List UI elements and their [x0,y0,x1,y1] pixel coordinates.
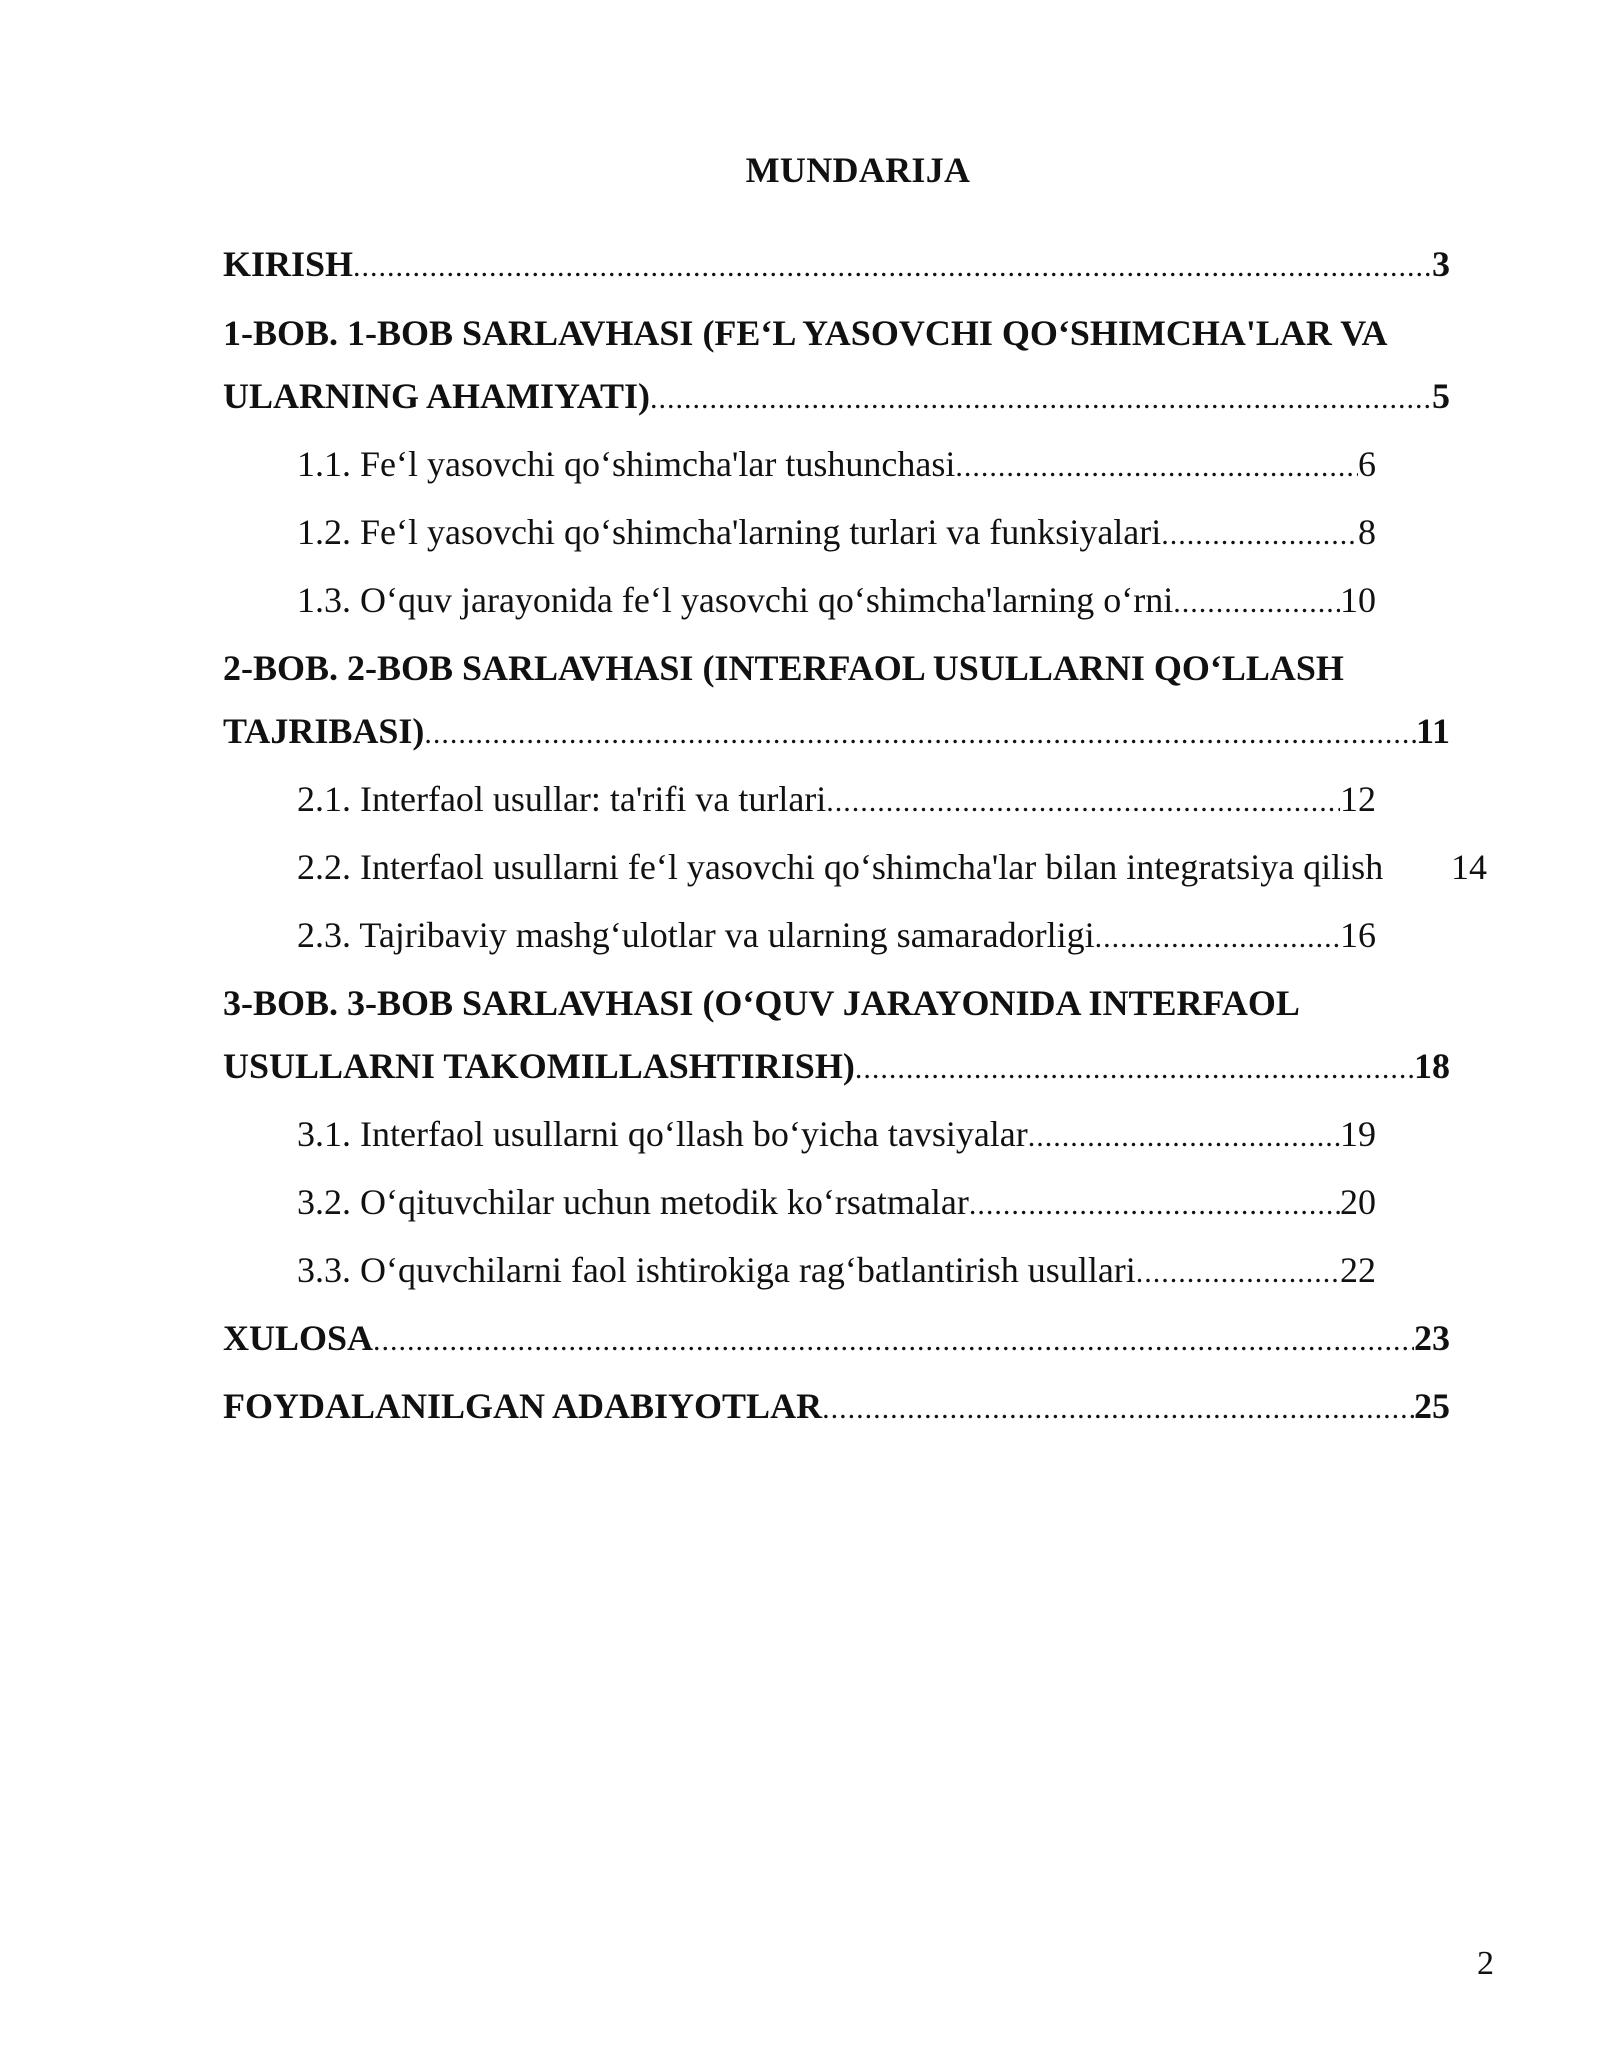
toc-page-number: 5 [1432,376,1450,416]
dot-leader [1136,1249,1340,1297]
toc-page-number: 25 [1414,1386,1450,1426]
toc-entry-chapter-1-line-1[interactable]: 1-BOB. 1-BOB SARLAVHASI (FE‘L YASOVCHI QO‘SHIMCHA'LAR VA [223,313,1388,353]
toc-entry-label: 2.1. Interfaol usullar: ta'rifi va turlari [297,779,827,819]
dot-leader [1095,914,1340,962]
toc-page-number: 3 [1432,244,1450,284]
toc-entry-section-3-3[interactable] [297,1246,1376,1297]
toc-entry-label: 1.2. Fe‘l yasovchi qo‘shimcha'larning turlari va funksiyalari [297,512,1162,552]
toc-entry-label: KIRISH [223,244,354,284]
dot-leader [826,778,1340,826]
toc-entry-label: 1.1. Fe‘l yasovchi qo‘shimcha'lar tushunchasi [297,444,956,484]
toc-page-number: 18 [1414,1046,1450,1086]
dot-leader [353,243,1432,291]
toc-entry-section-2-1[interactable] [297,775,1376,826]
toc-entry-kirish[interactable] [223,240,1450,291]
dot-leader [1173,579,1340,627]
dot-leader [1028,1113,1340,1161]
toc-entry-label: FOYDALANILGAN ADABIYOTLAR [223,1386,823,1426]
toc-entry-label: 2.2. Interfaol usullarni fe‘l yasovchi qo‘shimcha'lar bilan integratsiya qilish [297,847,1384,887]
toc-entry-label: TAJRIBASI) [223,711,425,751]
toc-entry-chapter-3-line-1[interactable]: 3-BOB. 3-BOB SARLAVHASI (O‘QUV JARAYONIDA INTERFAOL [223,983,1300,1023]
toc-entry-section-2-2[interactable] [297,843,1487,891]
toc-page-number: 8 [1358,512,1376,552]
dot-leader [1161,511,1358,559]
dot-leader [373,1317,1414,1365]
dot-leader [650,375,1432,423]
page-number: 2 [1477,1945,1494,1982]
toc-entry-chapter-2-line-1[interactable]: 2-BOB. 2-BOB SARLAVHASI (INTERFAOL USULLARNI QO‘LLASH [223,648,1344,688]
toc-page-number: 11 [1415,711,1450,751]
toc-entry-label: 3.3. O‘quvchilarni faol ishtirokiga rag‘batlantirish usullari [297,1250,1136,1290]
toc-entry-chapter-2[interactable] [223,707,1450,758]
dot-leader [955,443,1358,491]
toc-entry-label: USULLARNI TAKOMILLASHTIRISH) [223,1046,855,1086]
toc-page-number: 10 [1340,580,1376,620]
dot-leader [822,1385,1414,1433]
page-title: MUNDARIJA [745,150,971,190]
toc-page-number: 14 [1451,847,1487,887]
toc-page-number: 12 [1340,779,1376,819]
toc-page-number: 16 [1340,915,1376,955]
toc-entry-section-1-1[interactable] [297,440,1376,491]
toc-entry-section-3-2[interactable] [297,1178,1376,1229]
toc-entry-chapter-1[interactable] [223,372,1450,423]
dot-leader [424,710,1416,758]
toc-entry-xulosa[interactable] [223,1314,1450,1365]
toc-page-number: 19 [1340,1114,1376,1154]
toc-page-number: 6 [1358,444,1376,484]
dot-leader [969,1181,1340,1229]
toc-entry-chapter-3[interactable] [223,1042,1450,1093]
dot-leader [855,1045,1414,1093]
toc-entry-section-2-3[interactable] [297,911,1376,962]
toc-entry-label: XULOSA [223,1318,374,1358]
toc-page-number: 20 [1340,1182,1376,1222]
toc-entry-section-1-3[interactable] [297,576,1376,627]
toc-entry-label: 3.1. Interfaol usullarni qo‘llash bo‘yicha tavsiyalar [297,1114,1028,1154]
toc-entry-label: 3.2. O‘qituvchilar uchun metodik ko‘rsatmalar [297,1182,969,1222]
toc-page-number: 22 [1340,1250,1376,1290]
toc-entry-section-1-2[interactable] [297,508,1376,559]
toc-entry-label: ULARNING AHAMIYATI) [223,376,651,416]
toc-page-number: 23 [1414,1318,1450,1358]
toc-entry-label: 2.3. Tajribaviy mashg‘ulotlar va ularning samaradorligi [297,915,1095,955]
toc-entry-label: 1.3. O‘quv jarayonida fe‘l yasovchi qo‘shimcha'larning o‘rni [297,580,1174,620]
toc-entry-adabiyotlar[interactable] [223,1382,1450,1433]
toc-entry-section-3-1[interactable] [297,1110,1376,1161]
